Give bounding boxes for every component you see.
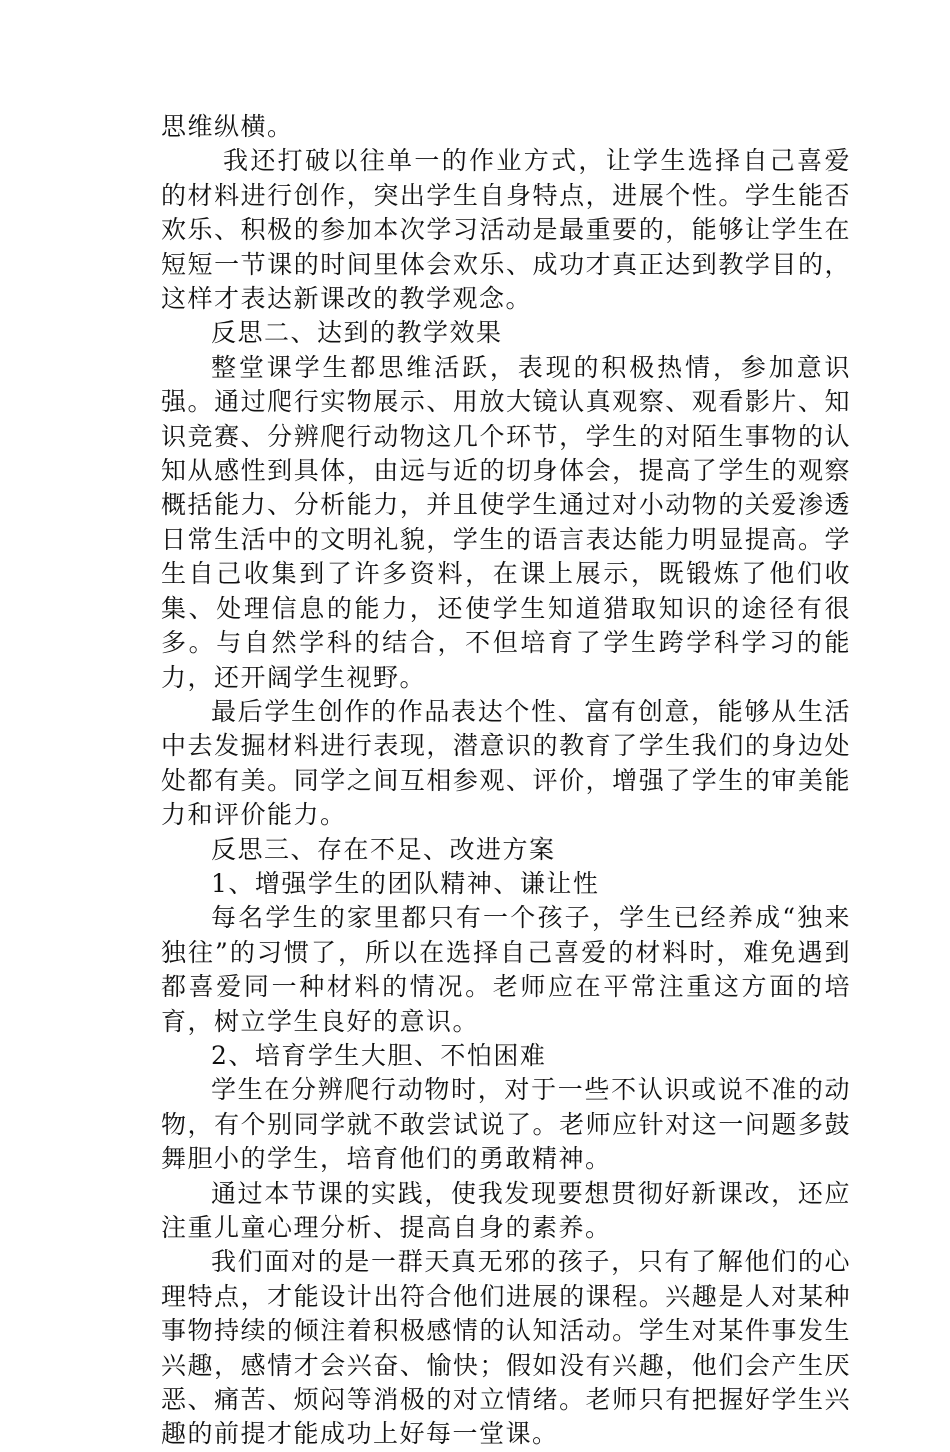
section-heading: 反思三、存在不足、改进方案: [211, 834, 556, 864]
paragraph: 思维纵横。: [161, 112, 294, 141]
paragraph: 每名学生的家里都只有一个孩子，学生已经养成“独来独往”的习惯了，所以在选择自己喜爱的材料时，难免遇到都喜爱同一种材料的情况。老师应在平常注重这方面的培育，树立学生良好的意识。: [161, 903, 851, 1036]
document-page: [161, 110, 851, 1452]
section-heading: 反思二、达到的教学效果: [211, 318, 503, 348]
paragraph: 通过本节课的实践，使我发现要想贯彻好新课改，还应注重儿童心理分析、提高自身的素养。: [161, 1178, 851, 1242]
subsection-heading: 2、培育学生大胆、不怕困难: [211, 1040, 547, 1070]
paragraph: 我还打破以往单一的作业方式，让学生选择自己喜爱的材料进行创作，突出学生自身特点，进展个性。学生能否欢乐、积极的参加本次学习活动是最重要的，能够让学生在短短一节课的时间里体会欢乐、成功才真正达到教学目的，这样才表达新课改的教学观念。: [161, 146, 851, 314]
paragraph: 最后学生创作的作品表达个性、富有创意，能够从生活中去发掘材料进行表现，潜意识的教育了学生我们的身边处处都有美。同学之间互相参观、评价，增强了学生的审美能力和评价能力。: [161, 696, 851, 830]
subsection-heading: 1、增强学生的团队精神、谦让性: [211, 868, 600, 898]
paragraph: 整堂课学生都思维活跃，表现的积极热情，参加意识强。通过爬行实物展示、用放大镜认真观察、观看影片、知识竞赛、分辨爬行动物这几个环节，学生的对陌生事物的认知从感性到具体，由远与近的切身体会，提高了学生的观察概括能力、分析能力，并且使学生通过对小动物的关爱渗透日常生活中的文明礼貌，学生的语言表达能力明显提高。学生自己收集到了许多资料，在课上展示，既锻炼了他们收集、处理信息的能力，还使学生知道猎取知识的途径有很多。与自然学科的结合，不但培育了学生跨学科学习的能力，还开阔学生视野。: [161, 352, 851, 692]
paragraph: 学生在分辨爬行动物时，对于一些不认识或说不准的动物，有个别同学就不敢尝试说了。老师应针对这一问题多鼓舞胆小的学生，培育他们的勇敢精神。: [161, 1075, 851, 1174]
paragraph: 我们面对的是一群天真无邪的孩子，只有了解他们的心理特点，才能设计出符合他们进展的课程。兴趣是人对某种事物持续的倾注着积极感情的认知活动。学生对某件事发生兴趣，感情才会兴奋、愉快；假如没有兴趣，他们会产生厌恶、痛苦、烦闷等消极的对立情绪。老师只有把握好学生兴趣的前提才能成功上好每一堂课。: [161, 1247, 851, 1449]
